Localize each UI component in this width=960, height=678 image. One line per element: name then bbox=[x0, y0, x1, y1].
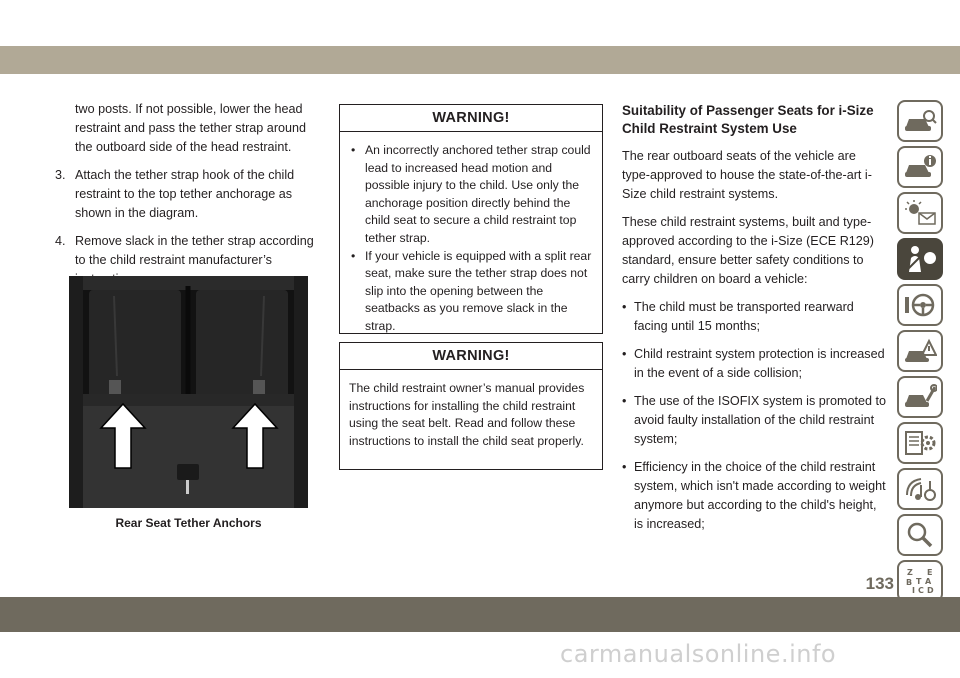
paragraph: The rear outboard seats of the vehicle are type-approved to house the state-of-the-art i-Size child restraint systems. bbox=[622, 149, 872, 201]
footer-band bbox=[0, 597, 960, 632]
tab-multimedia[interactable] bbox=[897, 468, 943, 510]
tab-safety[interactable] bbox=[897, 238, 943, 280]
bullet-item: • The use of the ISOFIX system is promoted to avoid faulty installation of the child restraint system; bbox=[622, 394, 886, 446]
svg-text:Z: Z bbox=[907, 568, 913, 577]
step-text: Remove slack in the tether strap according to the child restraint manufacturer’s bbox=[75, 234, 314, 267]
section-heading: Suitability of Passenger Seats for i-Size Child Restraint System Use bbox=[622, 103, 874, 136]
svg-text:I: I bbox=[912, 586, 915, 595]
warning-body bbox=[340, 132, 602, 344]
radio-music-icon bbox=[903, 475, 937, 503]
tab-instrument-cluster[interactable] bbox=[897, 192, 943, 234]
step-number: 4. bbox=[55, 234, 66, 248]
step-number: 3. bbox=[55, 168, 66, 182]
alphabet-index-icon bbox=[903, 566, 937, 596]
chapter-tabs bbox=[897, 100, 943, 606]
warning-list bbox=[349, 142, 593, 336]
column-right bbox=[622, 102, 886, 543]
car-info-icon bbox=[903, 153, 937, 181]
seat-belt-airbag-icon bbox=[903, 244, 937, 274]
car-magnifier-icon bbox=[903, 107, 937, 135]
tab-index[interactable] bbox=[897, 560, 943, 602]
tab-search[interactable] bbox=[897, 514, 943, 556]
bullet-item: • Efficiency in the choice of the child restraint system, which isn't made according to weight anymore but according to the child's height, is increased; bbox=[622, 460, 886, 531]
car-wrench-icon bbox=[903, 383, 937, 411]
warning-title: WARNING! bbox=[340, 105, 602, 132]
column-left bbox=[55, 100, 323, 289]
warning-box-1 bbox=[339, 104, 603, 334]
bullet-item: • The child must be transported rearward facing until 15 months; bbox=[622, 300, 854, 333]
paragraph: These child restraint systems, built and type-approved according to the i-Size (ECE R129) standard, ensure better safety conditions to carry children on board a vehicle: bbox=[622, 215, 875, 286]
step-text: Attach the tether strap hook of the child restraint to the top tether anchorage as shown in the diagram. bbox=[75, 168, 295, 220]
car-warning-triangle-icon bbox=[903, 337, 937, 365]
tab-getting-to-know[interactable] bbox=[897, 100, 943, 142]
warning-light-message-icon bbox=[903, 199, 937, 227]
svg-text:A: A bbox=[925, 577, 932, 586]
magnifier-icon bbox=[903, 521, 937, 549]
warning-item: • An incorrectly anchored tether strap could lead to increased head motion and possible injury to the child. Use only the anchorage position directly behind the child seat to secure a child restraint top tether strap. bbox=[349, 142, 593, 248]
tab-in-case-of-emergency[interactable] bbox=[897, 330, 943, 372]
continuation-text: two posts. If not possible, lower the head restraint and pass the tether strap around the outboard side of the head restraint. bbox=[75, 102, 307, 154]
warning-title: WARNING! bbox=[340, 343, 602, 370]
header-band bbox=[0, 46, 960, 74]
warning-body: The child restraint owner’s manual provides instructions for installing the child restraint using the seat belt. Read and follow these instructions to install the child seat properly. bbox=[349, 381, 585, 448]
tab-starting-operating[interactable] bbox=[897, 284, 943, 326]
svg-text:C: C bbox=[918, 586, 924, 595]
step-3 bbox=[55, 166, 323, 223]
bullet-item: • Child restraint system protection is increased in the event of a side collision; bbox=[622, 347, 885, 380]
steering-wheel-icon bbox=[903, 291, 937, 319]
figure-caption: Rear Seat Tether Anchors bbox=[115, 516, 262, 530]
warning-item: • If your vehicle is equipped with a split rear seat, make sure the tether strap does not slip into the opening between the seatbacks as you remove slack in the strap. bbox=[349, 248, 593, 336]
tether-anchor-photo bbox=[69, 276, 308, 508]
page-number: 133 bbox=[865, 574, 894, 593]
tab-technical-specifications[interactable] bbox=[897, 422, 943, 464]
svg-text:D: D bbox=[927, 586, 934, 595]
svg-text:B: B bbox=[906, 578, 913, 587]
tab-servicing-maintenance[interactable] bbox=[897, 376, 943, 418]
svg-text:T: T bbox=[916, 577, 922, 586]
specifications-gear-icon bbox=[903, 429, 937, 457]
tab-controls[interactable] bbox=[897, 146, 943, 188]
warning-box-2 bbox=[339, 342, 603, 470]
watermark: carmanualsonline.info bbox=[560, 640, 837, 668]
svg-text:E: E bbox=[927, 568, 933, 577]
